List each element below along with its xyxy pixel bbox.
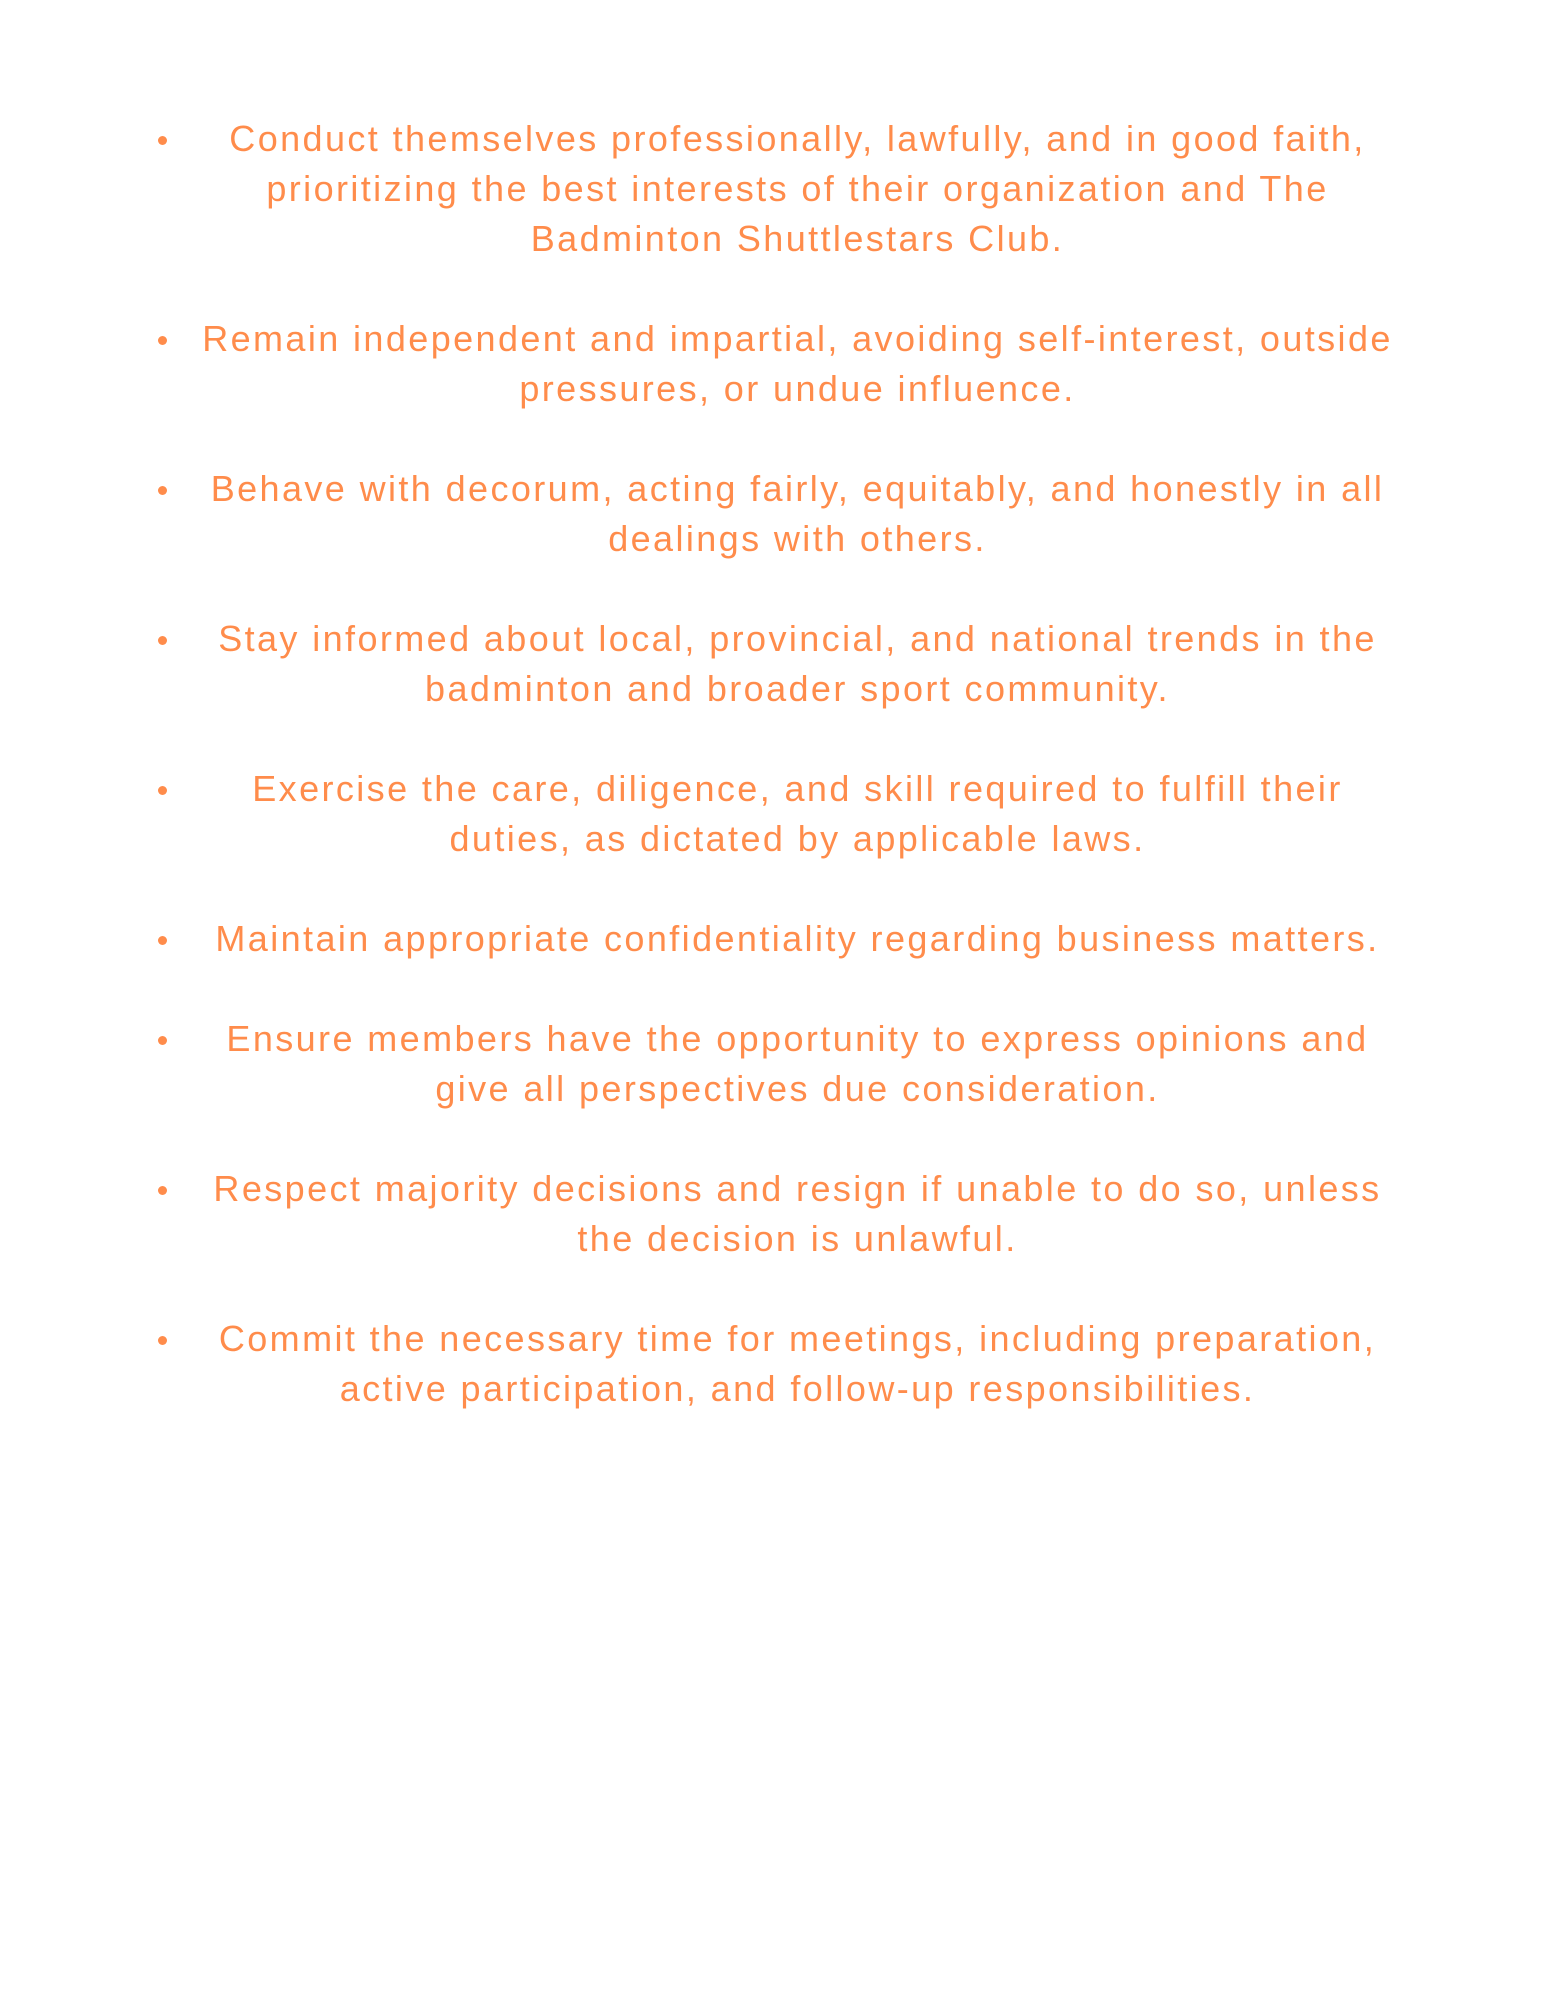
list-item: [150, 914, 1405, 964]
list-item-text: Behave with decorum, acting fairly, equitably, and honestly in all dealings with others.: [210, 468, 1385, 559]
list-item: [150, 764, 1405, 864]
list-item: [150, 314, 1405, 414]
list-item-text: Commit the necessary time for meetings, including preparation, active participation, and follow-up responsibilities.: [218, 1318, 1377, 1409]
list-item-text: Conduct themselves professionally, lawfully, and in good faith, prioritizing the best interests of their organization and The Badminton Shuttlestars Club.: [229, 118, 1366, 259]
list-item: [150, 1314, 1405, 1414]
list-item: [150, 464, 1405, 564]
list-item: [150, 614, 1405, 714]
bullet-dot-icon: [158, 486, 167, 495]
bullet-dot-icon: [158, 1036, 167, 1045]
list-item-text: Maintain appropriate confidentiality regarding business matters.: [215, 918, 1380, 959]
bullet-dot-icon: [158, 936, 167, 945]
list-item: [150, 1014, 1405, 1114]
list-item: [150, 114, 1405, 264]
bullet-dot-icon: [158, 786, 167, 795]
bullet-dot-icon: [158, 336, 167, 345]
list-item-text: Ensure members have the opportunity to express opinions and give all perspectives due consideration.: [226, 1018, 1369, 1109]
list-item: [150, 1164, 1405, 1264]
list-item-text: Exercise the care, diligence, and skill required to fulfill their duties, as dictated by applicable laws.: [252, 768, 1343, 859]
bullet-dot-icon: [158, 136, 167, 145]
bullet-dot-icon: [158, 1186, 167, 1195]
bullet-dot-icon: [158, 636, 167, 645]
list-item-text: Remain independent and impartial, avoiding self-interest, outside pressures, or undue influence.: [202, 318, 1393, 409]
list-item-text: Stay informed about local, provincial, and national trends in the badminton and broader sport community.: [218, 618, 1377, 709]
list-item-text: Respect majority decisions and resign if unable to do so, unless the decision is unlawful.: [213, 1168, 1382, 1259]
responsibilities-list: [150, 114, 1405, 1464]
bullet-dot-icon: [158, 1336, 167, 1345]
